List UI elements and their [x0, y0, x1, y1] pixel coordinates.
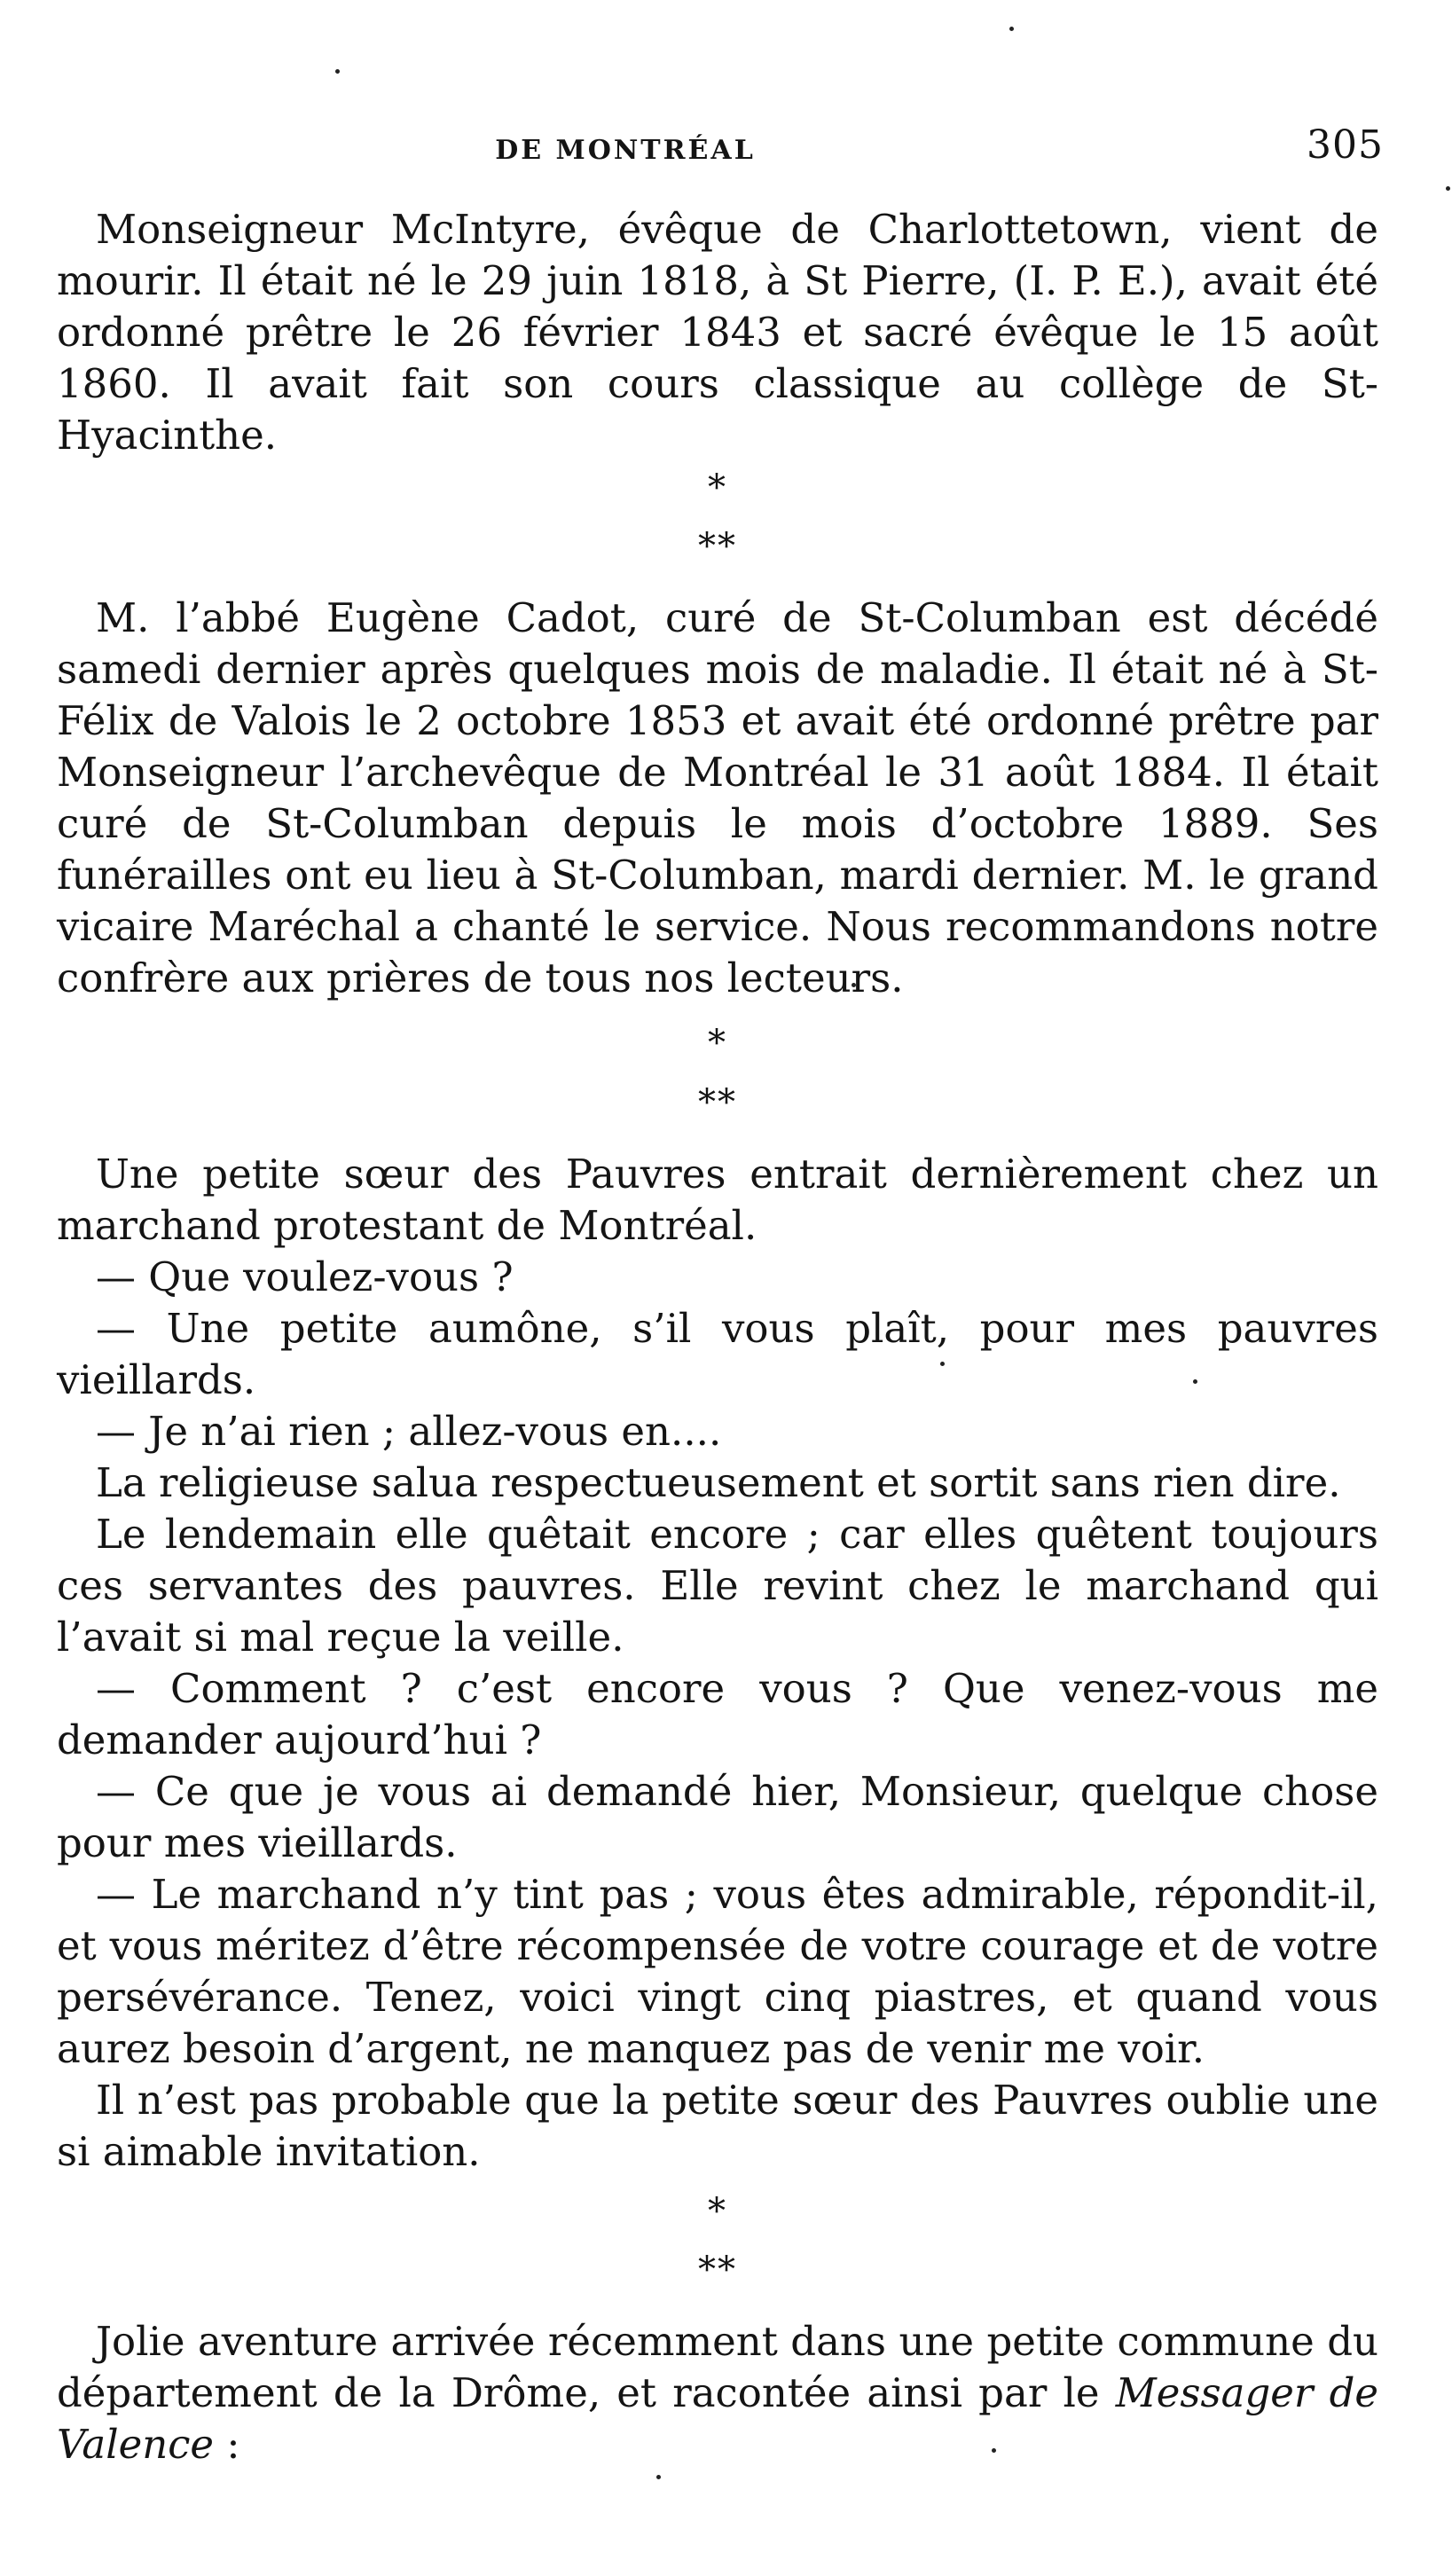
aventure-lead: Jolie aventure arrivée récemment dans une petite commune du département de la Drôme, et racontée ainsi par le [57, 2317, 1378, 2416]
page-number: 305 [1307, 122, 1384, 168]
scan-speck [1446, 186, 1450, 191]
asterism-top: * [708, 467, 727, 508]
dialogue-line: — Le marchand n’y tint pas ; vous êtes admirable, répondit-il, et vous méritez d’être récompensée de votre courage et de votre persévérance. Tenez, voici vingt cinq piastres, et quand vous aurez besoin d’argent, ne manquez pas de venir me voir. [57, 1870, 1378, 2072]
dialogue-line: — Ce que je vous ai demandé hier, Monsieur, quelque chose pour mes vieillards. [57, 1767, 1378, 1866]
paragraph-mcintyre: Monseigneur McIntyre, évêque de Charlottetown, vient de mourir. Il était né le 29 juin 1818, à St Pierre, (I. P. E.), avait été ordonné prêtre le 26 février 1843 et sacré évêque le 15 août 1860. Il avait fait son cours classique au collège de St-Hyacinthe. [57, 206, 1378, 459]
asterism-top: * [708, 1023, 727, 1064]
scan-speck [656, 2475, 661, 2479]
paragraph-invitation: Il n’est pas probable que la petite sœur des Pauvres oublie une si aimable invitation. [57, 2076, 1378, 2175]
asterism-bottom: ** [698, 526, 737, 568]
dialogue-line: — Une petite aumône, s’il vous plaît, pour mes pauvres vieillards. [57, 1304, 1378, 1403]
dialogue-line: — Que voulez-vous ? [96, 1253, 514, 1300]
dialogue-line: — Je n’ai rien ; allez-vous en.... [96, 1407, 722, 1455]
asterism-top: * [708, 2190, 727, 2232]
asterism-bottom: ** [698, 1081, 737, 1123]
running-title: DE MONTRÉAL [495, 135, 756, 166]
paragraph-aventure [57, 2316, 1378, 2470]
scan-speck [1009, 27, 1014, 31]
paragraph-lendemain: Le lendemain elle quêtait encore ; car elles quêtent toujours ces servantes des pauvres. Elle revint chez le marchand qui l’avait si mal reçue la veille. [57, 1510, 1378, 1661]
page-header [53, 122, 1384, 176]
dialogue-line: — Comment ? c’est encore vous ? Que venez-vous me demander aujourd’hui ? [57, 1664, 1378, 1763]
paragraph-religieuse: La religieuse salua respectueusement et sortit sans rien dire. [96, 1458, 1341, 1506]
section-break-asterism [57, 2190, 1378, 2290]
article-body [57, 204, 1378, 2470]
scan-speck [335, 69, 340, 74]
journal-title: Messager de Valence [57, 2368, 1378, 2468]
section-break-asterism [57, 1023, 1378, 1123]
section-break-asterism [57, 467, 1378, 568]
paragraph-cadot: M. l’abbé Eugène Cadot, curé de St-Columban est décédé samedi dernier après quelques mois de maladie. Il était né à St-Félix de Valois le 2 octobre 1853 et avait été ordonné prêtre par Monseigneur l’archevêque de Montréal le 31 août 1884. Il était curé de St-Columban depuis le mois d’octobre 1889. Ses funérailles ont eu lieu à St-Columban, mardi dernier. M. le grand vicaire Maréchal a chanté le service. Nous recommandons notre confrère aux prières de tous nos lecteurs. [57, 594, 1378, 1002]
asterism-bottom: ** [698, 2249, 737, 2290]
paragraph-petite-soeur: Une petite sœur des Pauvres entrait dernièrement chez un marchand protestant de Montréal. [57, 1150, 1378, 1249]
aventure-tail: : [214, 2420, 240, 2468]
